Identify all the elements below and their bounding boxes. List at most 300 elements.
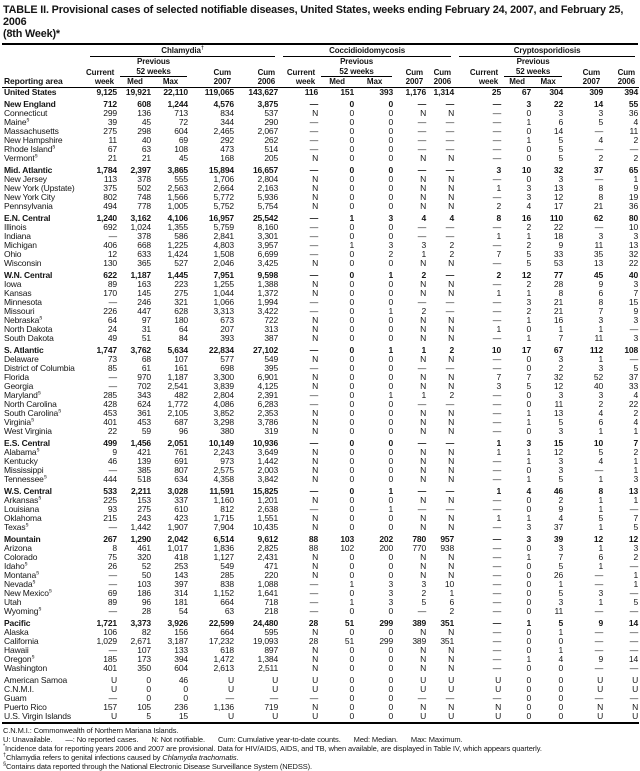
value-cell: 22 — [107, 425, 117, 436]
value-cell: 7 — [496, 371, 502, 382]
value-cell: 337 — [174, 494, 188, 505]
value-cell: 748 — [137, 191, 151, 202]
value-cell: — — [594, 626, 604, 637]
value-cell: 75 — [107, 551, 117, 562]
table-row — [2, 202, 639, 211]
reporting-area-cell: New Mexico§ — [4, 588, 52, 598]
value-cell: 4,125 — [257, 380, 279, 391]
value-cell: 4 — [526, 485, 532, 496]
value-cell: 7,951 — [213, 269, 234, 280]
value-cell: — — [629, 323, 639, 334]
value-cell: 471 — [264, 560, 279, 571]
value-cell: — — [492, 191, 502, 202]
value-cell: 499 — [103, 437, 117, 448]
value-cell: 0 — [349, 125, 355, 136]
value-cell: 0 — [349, 257, 355, 268]
value-cell: 1 — [526, 473, 532, 484]
region-total-row — [2, 532, 639, 544]
value-cell: N — [420, 407, 427, 418]
year-2006-label: 2006 — [235, 77, 279, 88]
value-cell: U — [312, 710, 319, 721]
weeks52-label: 52 weeks — [118, 67, 189, 77]
value-cell: 1 — [526, 332, 532, 343]
reporting-area-cell: Maryland§ — [4, 390, 41, 400]
value-cell: 1 — [496, 437, 502, 448]
table-row — [2, 427, 639, 436]
value-cell: 713 — [174, 107, 188, 118]
value-cell: 0 — [349, 173, 355, 184]
reporting-area-cell: Mid. Atlantic — [4, 164, 53, 175]
value-cell: 0 — [349, 485, 355, 496]
value-cell: 9 — [598, 653, 604, 664]
value-cell: 8,160 — [257, 221, 279, 232]
value-cell: 16 — [521, 212, 532, 223]
value-cell: 1,442 — [130, 521, 151, 532]
value-cell: 4,106 — [167, 212, 188, 223]
value-cell: U — [111, 710, 117, 721]
value-cell: U — [228, 710, 234, 721]
value-cell: 1 — [558, 644, 564, 655]
table-row — [2, 136, 639, 145]
value-cell: N — [420, 323, 427, 334]
value-cell: N — [420, 332, 427, 343]
value-cell: 37 — [628, 371, 639, 382]
value-cell: N — [448, 644, 455, 655]
value-cell: 0 — [146, 692, 151, 703]
value-cell: 0 — [183, 692, 188, 703]
value-cell: 6 — [598, 416, 604, 427]
value-cell: 0 — [526, 605, 532, 616]
value-cell: 46 — [553, 485, 564, 496]
abbreviation-definition: N: Not notifiable. — [151, 734, 205, 744]
value-cell: N — [420, 512, 427, 523]
value-cell: N — [312, 560, 319, 571]
value-cell: N — [448, 107, 455, 118]
reporting-area-cell: Pennsylvania — [4, 201, 53, 211]
value-cell: 3 — [633, 542, 639, 553]
value-cell: 10,936 — [252, 437, 279, 448]
value-cell: 275 — [137, 503, 151, 514]
value-cell: 0 — [388, 200, 394, 211]
value-cell: 0 — [388, 152, 394, 163]
value-cell: — — [629, 605, 639, 616]
value-cell: 11 — [594, 332, 604, 343]
value-cell: — — [492, 398, 502, 409]
value-cell: N — [312, 407, 319, 418]
value-cell: — — [108, 464, 117, 475]
value-cell: 21 — [107, 152, 117, 163]
value-cell: 4 — [598, 455, 604, 466]
value-cell: — — [108, 644, 117, 655]
reporting-area-cell: Idaho§ — [4, 561, 28, 571]
value-cell: 4 — [598, 407, 604, 418]
value-cell: — — [225, 692, 234, 703]
value-cell: 494 — [103, 200, 117, 211]
value-cell: 2,051 — [167, 437, 188, 448]
value-cell: 285 — [220, 569, 234, 580]
value-cell: 28 — [553, 278, 564, 289]
value-cell: 350 — [137, 662, 151, 673]
value-cell: 1 — [633, 464, 639, 475]
value-cell: 421 — [137, 446, 151, 457]
value-cell: — — [594, 605, 604, 616]
value-cell: 0 — [146, 683, 151, 694]
value-cell: 1 — [421, 344, 427, 355]
reporting-area-cell: Wyoming§ — [4, 606, 42, 616]
value-cell: — — [445, 230, 455, 241]
value-cell: — — [417, 503, 427, 514]
value-cell: 55 — [628, 98, 639, 109]
value-cell: 778 — [137, 200, 151, 211]
value-cell: 12 — [553, 191, 564, 202]
table-row — [2, 184, 639, 193]
value-cell: 0 — [349, 143, 355, 154]
value-cell: 0 — [349, 626, 355, 637]
value-cell: 151 — [340, 86, 355, 97]
value-cell: 718 — [264, 596, 279, 607]
value-cell: 533 — [103, 485, 117, 496]
value-cell: 0 — [388, 353, 394, 364]
value-cell: — — [108, 380, 117, 391]
value-cell: 482 — [174, 389, 188, 400]
region-total-row — [2, 484, 639, 496]
value-cell: — — [594, 125, 604, 136]
value-cell: 0 — [349, 407, 355, 418]
value-cell: 2 — [449, 389, 455, 400]
table-row — [2, 571, 639, 580]
table-row — [2, 223, 639, 232]
value-cell: 320 — [137, 551, 151, 562]
value-cell: — — [492, 617, 502, 628]
value-cell: 1 — [349, 596, 355, 607]
value-cell: 618 — [220, 644, 234, 655]
value-cell: U — [228, 683, 234, 694]
value-cell: N — [420, 701, 427, 712]
value-cell: 4 — [633, 389, 639, 400]
value-cell: 2 — [526, 221, 532, 232]
value-cell: N — [312, 314, 319, 325]
value-cell: N — [312, 380, 319, 391]
value-cell: 1 — [598, 503, 604, 514]
value-cell: 0 — [526, 107, 532, 118]
abbreviation-definition: U: Unavailable. — [3, 734, 53, 744]
value-cell: 0 — [388, 398, 394, 409]
value-cell: 45 — [593, 269, 604, 280]
value-cell: — — [445, 305, 455, 316]
value-cell: N — [495, 701, 502, 712]
value-cell: — — [492, 332, 502, 343]
value-cell: 4 — [449, 212, 455, 223]
value-cell: N — [420, 173, 427, 184]
value-cell: — — [492, 239, 502, 250]
value-cell: 119,065 — [204, 86, 234, 97]
value-cell: — — [417, 134, 427, 145]
value-cell: 973 — [220, 455, 234, 466]
value-cell: — — [445, 143, 455, 154]
value-cell: 32 — [553, 371, 564, 382]
value-cell: 1,472 — [213, 653, 234, 664]
value-cell: 0 — [349, 644, 355, 655]
value-cell: 200 — [379, 542, 394, 553]
value-cell: 3 — [598, 314, 604, 325]
value-cell: 220 — [264, 569, 279, 580]
value-cell: — — [445, 221, 455, 232]
value-cell: 0 — [388, 473, 394, 484]
region-total-row — [2, 268, 639, 280]
value-cell: 2 — [558, 494, 564, 505]
table-row — [2, 664, 639, 673]
value-cell: — — [445, 125, 455, 136]
reporting-area-cell: Montana§ — [4, 570, 39, 580]
value-cell: 3 — [598, 362, 604, 373]
value-cell: — — [417, 98, 427, 109]
value-cell: — — [445, 362, 455, 373]
value-cell: 1,442 — [257, 455, 279, 466]
column-label-row — [2, 77, 639, 88]
reporting-area-cell: South Carolina§ — [4, 408, 62, 418]
value-cell: 0 — [349, 674, 355, 685]
value-cell: 80 — [628, 212, 639, 223]
value-cell: 1,066 — [213, 296, 234, 307]
value-cell: 21 — [141, 152, 151, 163]
value-cell: 16,657 — [252, 164, 279, 175]
value-cell: 1 — [526, 287, 532, 298]
value-cell: U — [597, 674, 604, 685]
value-cell: 0 — [388, 332, 394, 343]
value-cell: 130 — [103, 257, 117, 268]
table-row — [2, 364, 639, 373]
value-cell: — — [492, 653, 502, 664]
value-cell: 0 — [526, 683, 532, 694]
table-row — [2, 580, 639, 589]
value-cell: 7 — [633, 287, 639, 298]
reporting-area-cell: Delaware — [4, 354, 39, 364]
value-cell: 514 — [264, 143, 279, 154]
value-cell: 0 — [388, 551, 394, 562]
year-2006-label: 2006 — [427, 77, 455, 88]
value-cell: 780 — [412, 533, 427, 544]
value-cell: 45 — [178, 152, 188, 163]
value-cell: 3 — [526, 182, 532, 193]
value-cell: 0 — [388, 134, 394, 145]
value-cell: N — [312, 464, 319, 475]
value-cell: U — [420, 683, 427, 694]
value-cell: — — [309, 230, 319, 241]
table-row — [2, 712, 639, 721]
value-cell: 24 — [107, 323, 117, 334]
value-cell: 10 — [444, 578, 455, 589]
value-cell: 143,627 — [248, 86, 279, 97]
table-row — [2, 505, 639, 514]
value-cell: 1 — [526, 134, 532, 145]
value-cell: N — [312, 551, 319, 562]
year-2007-label: 2007 — [564, 77, 604, 88]
value-cell: 0 — [388, 191, 394, 202]
value-cell: — — [108, 371, 117, 382]
value-cell: 0 — [349, 569, 355, 580]
value-cell: 897 — [264, 644, 279, 655]
value-cell: 0 — [388, 125, 394, 136]
value-cell: 2 — [633, 152, 639, 163]
value-cell: 2,825 — [257, 542, 279, 553]
value-cell: N — [448, 551, 455, 562]
value-cell: — — [309, 398, 319, 409]
value-cell: 0 — [526, 644, 532, 655]
value-cell: 9 — [558, 503, 564, 514]
value-cell: 385 — [137, 464, 151, 475]
value-cell: 25 — [491, 86, 502, 97]
value-cell: — — [309, 596, 319, 607]
value-cell: 394 — [624, 86, 639, 97]
value-cell: 28 — [308, 617, 319, 628]
value-cell: N — [448, 464, 455, 475]
reporting-area-cell: C.N.M.I. — [4, 684, 34, 694]
value-cell: 673 — [220, 314, 234, 325]
table-row — [2, 316, 639, 325]
value-cell: 4 — [421, 212, 427, 223]
value-cell: 65 — [628, 164, 639, 175]
value-cell: — — [309, 125, 319, 136]
value-cell: 0 — [349, 464, 355, 475]
value-cell: 18 — [553, 230, 564, 241]
value-cell: — — [309, 503, 319, 514]
value-cell: — — [309, 116, 319, 127]
reporting-area-cell: Iowa — [4, 279, 22, 289]
value-cell: 1,551 — [257, 512, 279, 523]
value-cell: 6 — [558, 116, 564, 127]
value-cell: 0 — [526, 425, 532, 436]
value-cell: 113 — [103, 173, 117, 184]
value-cell: N — [448, 512, 455, 523]
value-cell: 3,313 — [213, 305, 234, 316]
table-row — [2, 496, 639, 505]
reporting-area-cell: W.S. Central — [4, 485, 52, 496]
previous-label: Previous — [340, 57, 374, 67]
value-cell: 2 — [449, 605, 455, 616]
table-row — [2, 259, 639, 268]
value-cell: 64 — [107, 314, 117, 325]
value-cell: 2,563 — [167, 182, 188, 193]
table-row — [2, 673, 639, 685]
value-cell: U — [312, 674, 319, 685]
value-cell: 2 — [421, 587, 427, 598]
value-cell: 10 — [491, 344, 502, 355]
value-cell: 4 — [526, 200, 532, 211]
value-cell: 9 — [633, 182, 639, 193]
value-cell: 19,921 — [125, 86, 151, 97]
value-cell: 1 — [633, 425, 639, 436]
value-cell: 0 — [526, 464, 532, 475]
value-cell: 0 — [526, 398, 532, 409]
value-cell: N — [420, 353, 427, 364]
value-cell: N — [312, 494, 319, 505]
value-cell: 12 — [521, 269, 532, 280]
value-cell: 106 — [103, 626, 117, 637]
value-cell: — — [492, 389, 502, 400]
value-cell: 0 — [349, 494, 355, 505]
table-row — [2, 334, 639, 343]
value-cell: 0 — [526, 635, 532, 646]
value-cell: — — [629, 635, 639, 646]
value-cell: 0 — [349, 332, 355, 343]
value-cell: 4 — [558, 512, 564, 523]
value-cell: 0 — [558, 701, 564, 712]
table-row — [2, 280, 639, 289]
value-cell: 2 — [421, 269, 427, 280]
value-cell: 0 — [388, 674, 394, 685]
value-cell: — — [417, 164, 427, 175]
value-cell: 0 — [349, 314, 355, 325]
cum-label: Cum — [257, 67, 276, 77]
region-total-row — [2, 211, 639, 223]
value-cell: — — [594, 569, 604, 580]
value-cell: 28 — [308, 635, 319, 646]
value-cell: — — [492, 221, 502, 232]
table-row — [2, 694, 639, 703]
value-cell: 3 — [388, 239, 394, 250]
value-cell: 290 — [264, 116, 279, 127]
value-cell: 1 — [598, 560, 604, 571]
value-cell: U — [495, 710, 502, 721]
value-cell: 2 — [526, 239, 532, 250]
value-cell: 1,372 — [257, 287, 279, 298]
value-cell: 0 — [526, 662, 532, 673]
value-cell: 39 — [107, 116, 117, 127]
value-cell: 3 — [526, 191, 532, 202]
value-cell: 2,575 — [213, 464, 234, 475]
value-cell: 3 — [598, 107, 604, 118]
value-cell: N — [420, 464, 427, 475]
value-cell: 1,017 — [167, 542, 188, 553]
value-cell: 0 — [526, 674, 532, 685]
value-cell: 0 — [526, 596, 532, 607]
table-row — [2, 646, 639, 655]
value-cell: 1,907 — [167, 521, 188, 532]
value-cell: 225 — [103, 494, 117, 505]
value-cell: 1 — [598, 353, 604, 364]
value-cell: — — [492, 407, 502, 418]
value-cell: N — [448, 182, 455, 193]
value-cell: 502 — [137, 182, 151, 193]
value-cell: N — [448, 569, 455, 580]
value-cell: 215 — [103, 512, 117, 523]
reporting-area-cell: Rhode Island§ — [4, 144, 56, 154]
value-cell: 21 — [593, 200, 604, 211]
table-row — [2, 466, 639, 475]
value-cell: 668 — [137, 239, 151, 250]
value-cell: 6 — [449, 596, 455, 607]
value-cell: 299 — [103, 107, 117, 118]
value-cell: 15 — [628, 296, 639, 307]
value-cell: 549 — [220, 560, 234, 571]
value-cell: 0 — [526, 701, 532, 712]
value-cell: 5 — [526, 248, 532, 259]
value-cell: 3 — [633, 314, 639, 325]
value-cell: — — [492, 314, 502, 325]
value-cell: 0 — [349, 371, 355, 382]
value-cell: U — [495, 683, 502, 694]
value-cell: N — [312, 455, 319, 466]
value-cell: — — [492, 116, 502, 127]
value-cell: 3,957 — [257, 239, 279, 250]
value-cell: 664 — [220, 626, 234, 637]
value-cell: 40 — [141, 134, 151, 145]
value-cell: — — [309, 98, 319, 109]
value-cell: 712 — [103, 98, 117, 109]
value-cell: N — [312, 278, 319, 289]
value-cell: 1,388 — [257, 278, 279, 289]
value-cell: 1,715 — [213, 512, 234, 523]
